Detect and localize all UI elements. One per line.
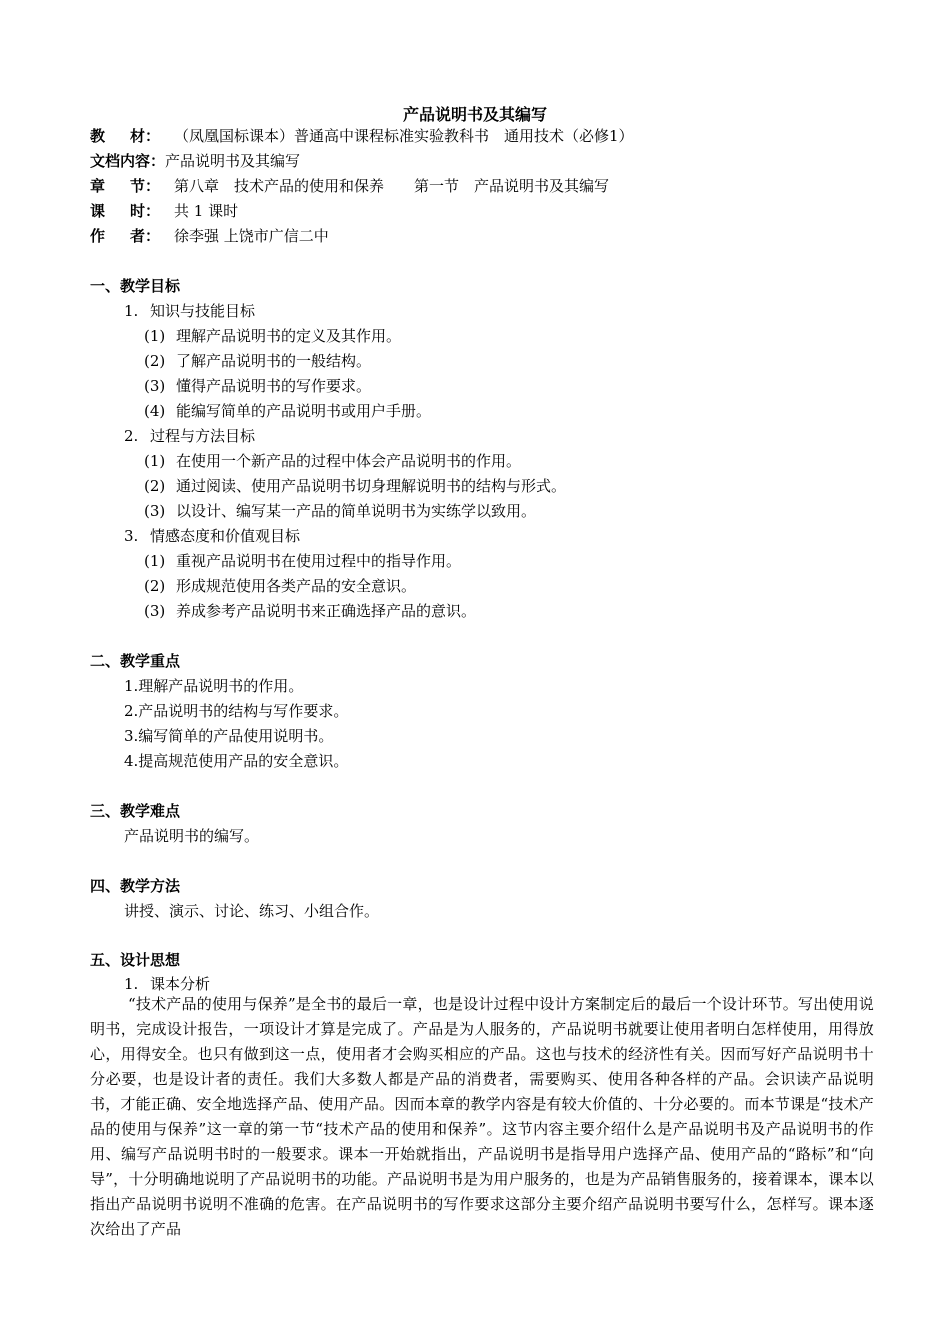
meta-label-b: ：: [150, 152, 166, 170]
objective-group: 1. 知识与技能目标: [124, 302, 256, 320]
list-item: (2) 形成规范使用各类产品的安全意识。: [144, 577, 417, 595]
meta-label-b: 时：: [130, 202, 161, 220]
section-text: 讲授、演示、讨论、练习、小组合作。: [124, 902, 380, 920]
subsection-heading: 1. 课本分析: [124, 975, 211, 993]
meta-chapter: [90, 176, 609, 196]
list-item: 1.理解产品说明书的作用。: [124, 677, 304, 695]
objective-group: 2. 过程与方法目标: [124, 427, 256, 445]
section-text: 产品说明书的编写。: [124, 827, 260, 845]
meta-value: 产品说明书及其编写: [165, 152, 301, 170]
meta-label-b: 节：: [130, 177, 161, 195]
section-heading-difficulties: 三、教学难点: [90, 802, 181, 820]
list-item: (3) 懂得产品说明书的写作要求。: [144, 377, 372, 395]
meta-textbook: [90, 126, 634, 146]
list-item: 4.提高规范使用产品的安全意识。: [124, 752, 349, 770]
objective-group: 3. 情感态度和价值观目标: [124, 527, 301, 545]
meta-content: [90, 151, 300, 171]
meta-label-b: 材：: [130, 127, 161, 145]
section-heading-key-points: 二、教学重点: [90, 652, 181, 670]
meta-value: （凤凰国标课本）普通高中课程标准实验教科书 通用技术（必修1）: [174, 127, 634, 145]
meta-label-b: 者：: [130, 227, 161, 245]
list-item: (2) 了解产品说明书的一般结构。: [144, 352, 372, 370]
meta-value: 共 1 课时: [174, 202, 239, 220]
section-heading-design: 五、设计思想: [90, 951, 181, 969]
meta-hours: [90, 201, 238, 221]
meta-label-a: 教: [90, 127, 106, 145]
list-item: (1) 在使用一个新产品的过程中体会产品说明书的作用。: [144, 452, 522, 470]
meta-label-a: 课: [90, 202, 106, 220]
meta-label-a: 作: [90, 227, 106, 245]
section-heading-objectives: 一、教学目标: [90, 277, 181, 295]
meta-label-a: 文档内容: [90, 152, 151, 170]
document-title: 产品说明书及其编写: [402, 105, 547, 124]
list-item: (2) 通过阅读、使用产品说明书切身理解说明书的结构与形式。: [144, 477, 567, 495]
list-item: (3) 养成参考产品说明书来正确选择产品的意识。: [144, 602, 477, 620]
list-item: (4) 能编写简单的产品说明书或用户手册。: [144, 402, 432, 420]
list-item: 2.产品说明书的结构与写作要求。: [124, 702, 349, 720]
meta-author: [90, 226, 329, 246]
meta-value: 徐李强 上饶市广信二中: [174, 227, 329, 245]
body-paragraph: “技术产品的使用与保养”是全书的最后一章，也是设计过程中设计方案制定后的最后一个设计环节。写出使用说明书，完成设计报告，一项设计才算是完成了。产品是为人服务的，产品说明书就要让使用者明白怎样使用，用得放心，用得安全。也只有做到这一点，使用者才会购买相应的产品。这也与技术的经济性有关。因而写好产品说明书十分必要，也是设计者的责任。我们大多数人都是产品的消费者，需要购买、使用各种各样的产品。会识读产品说明书，才能正确、安全地选择产品、使用产品。因而本章的教学内容是有较大价值的、十分必要的。而本节课是“技术产品的使用与保养”这一章的第一节“技术产品的使用和保养”。这节内容主要介绍什么是产品说明书及产品说明书的作用、编写产品说明书时的一般要求。课本一开始就指出，产品说明书是指导用户选择产品、使用产品的“路标”和“向导”，十分明确地说明了产品说明书的功能。产品说明书是为用户服务的，也是为产品销售服务的，接着课本，课本以指出产品说明书说明不准确的危害。在产品说明书的写作要求这部分主要介绍产品说明书要写什么，怎样写。课本逐次给出了产品: [90, 995, 874, 1238]
meta-label-a: 章: [90, 177, 106, 195]
list-item: (1) 理解产品说明书的定义及其作用。: [144, 327, 402, 345]
list-item: 3.编写简单的产品使用说明书。: [124, 727, 334, 745]
list-item: (3) 以设计、编写某一产品的简单说明书为实练学以致用。: [144, 502, 537, 520]
section-heading-methods: 四、教学方法: [90, 877, 181, 895]
list-item: (1) 重视产品说明书在使用过程中的指导作用。: [144, 552, 462, 570]
meta-value: 第八章 技术产品的使用和保养 第一节 产品说明书及其编写: [174, 177, 610, 195]
